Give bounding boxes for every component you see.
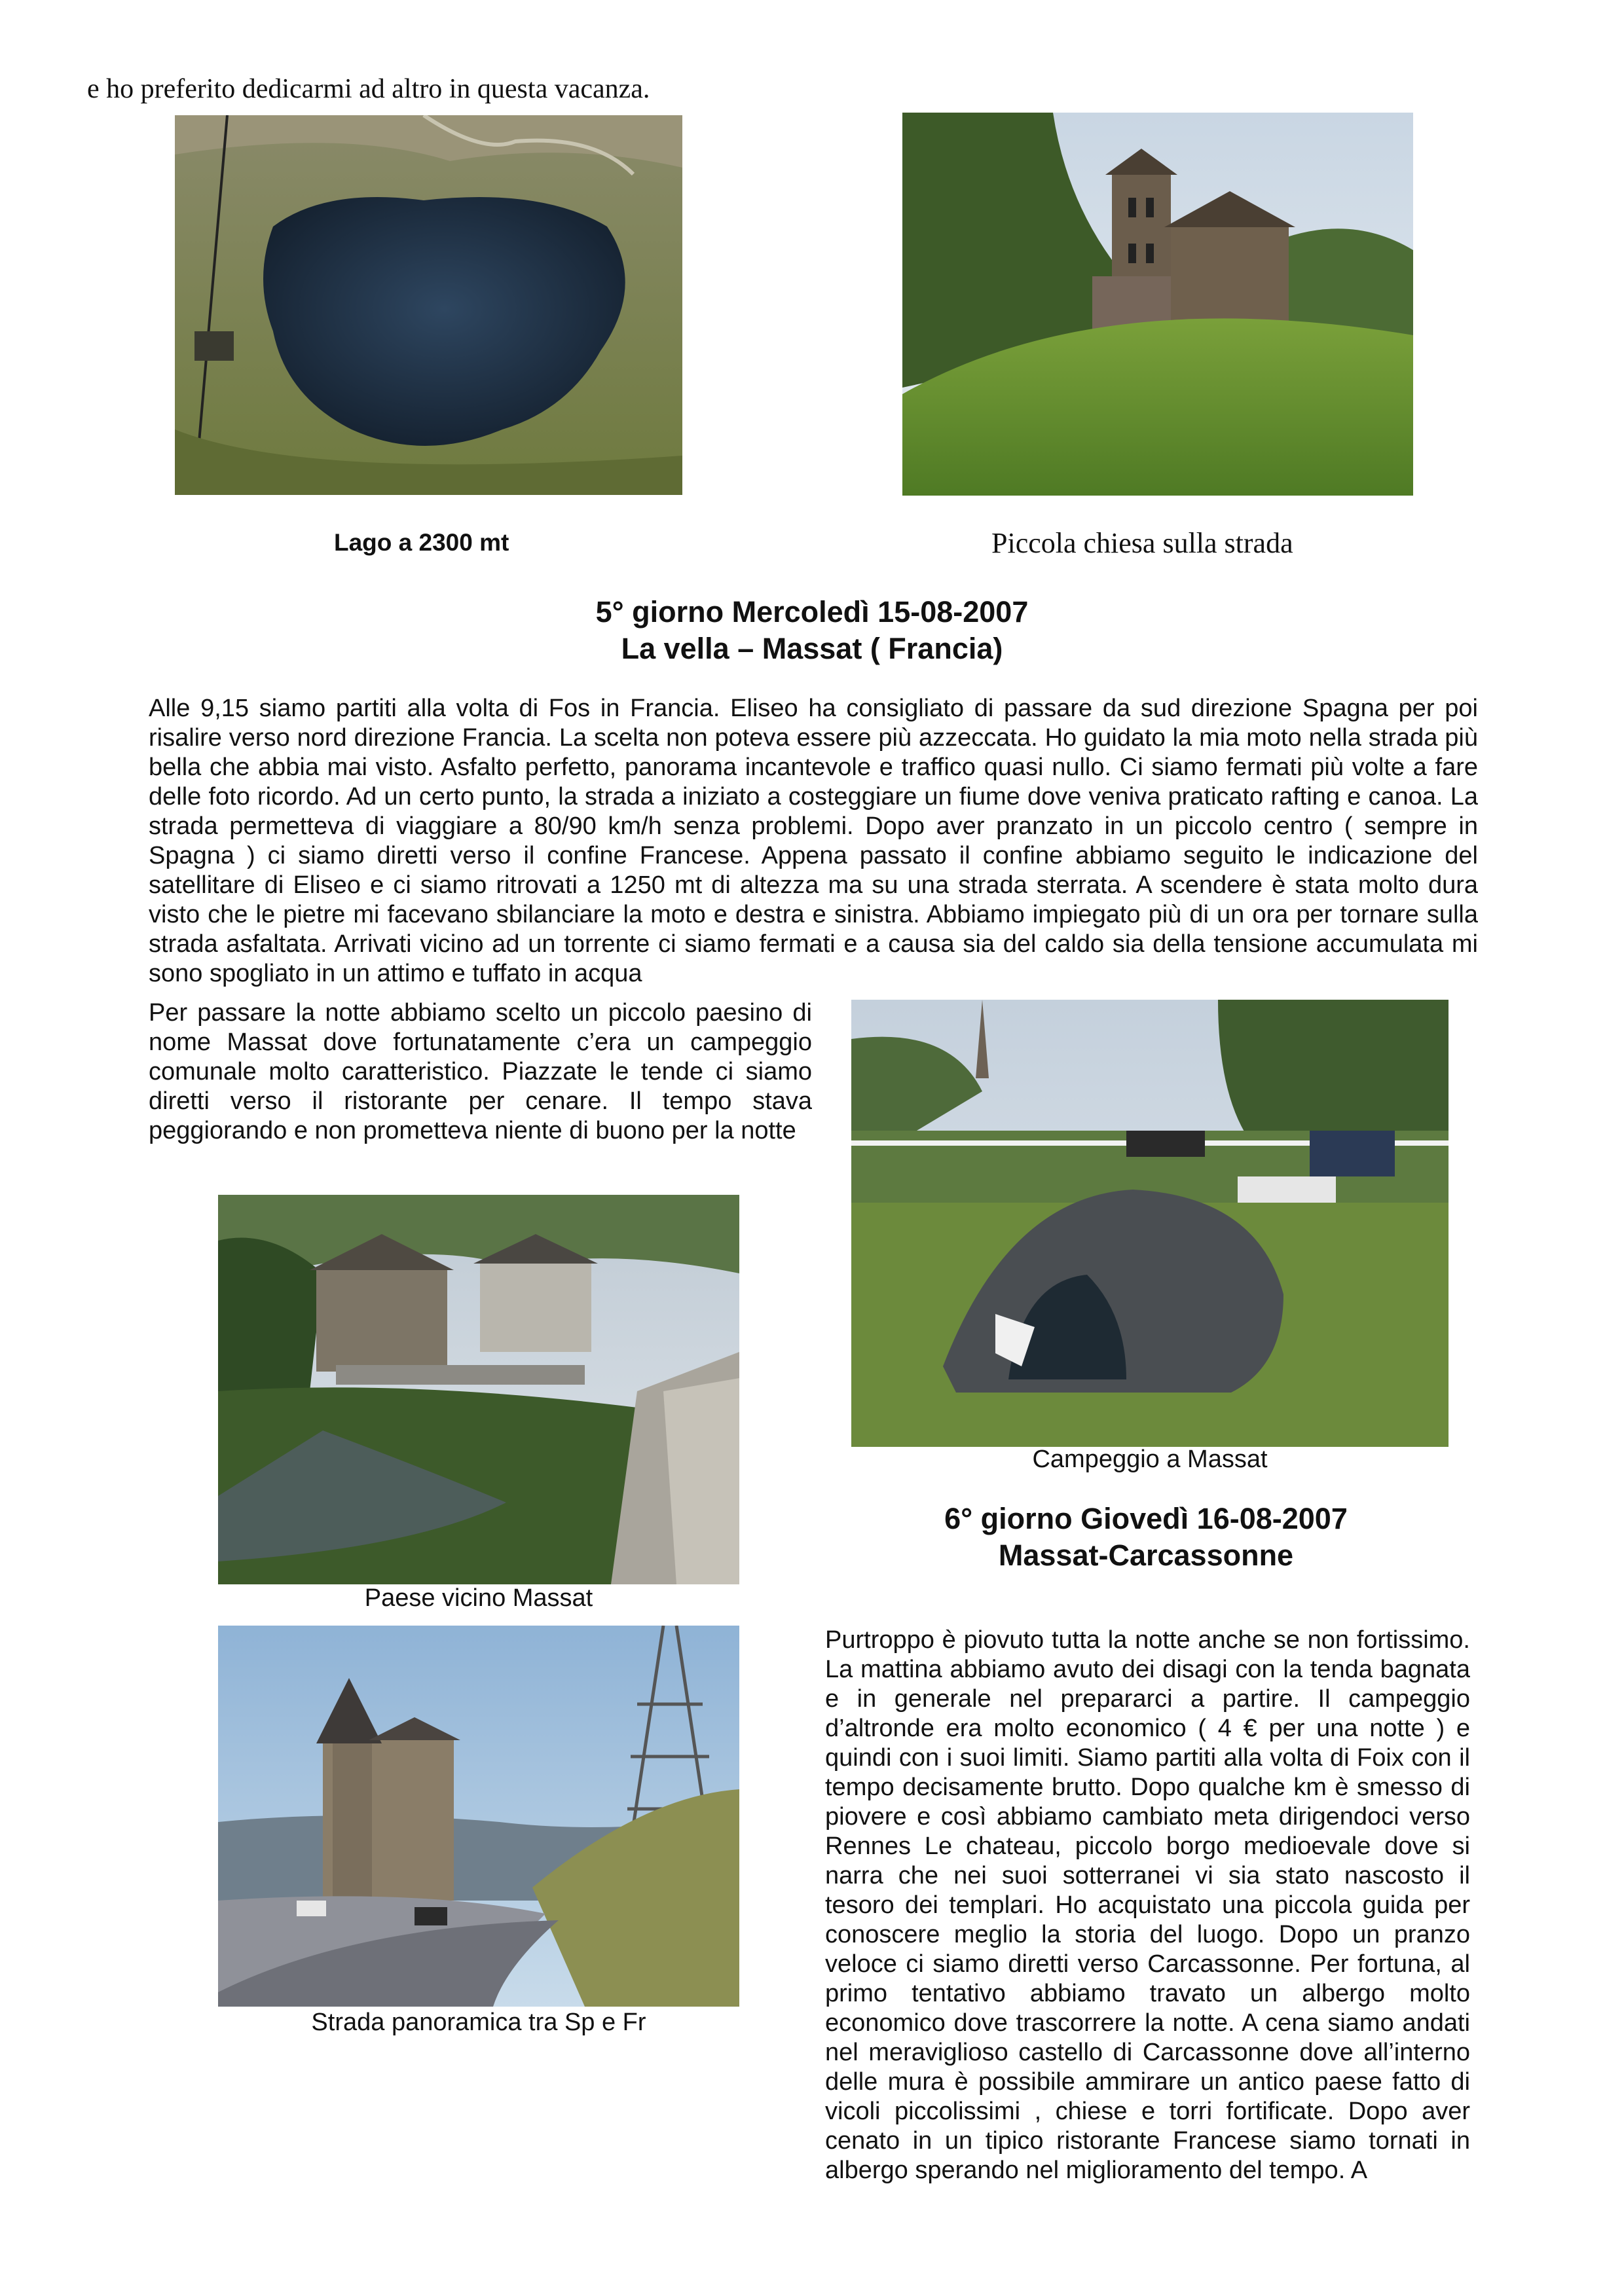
day6-title: 6° giorno Giovedì 16-08-2007 [944, 1502, 1348, 1535]
church-photo [902, 113, 1413, 496]
day5-paragraph-2: Per passare la notte abbiamo scelto un piccolo paesino di nome Massat dove fortunatamente c’era un campeggio comunale molto caratteristico. Piazzate le tende ci siamo diretti verso il ristorante per cenare. Il tempo stava peggiorando e non prometteva niente di buono per la notte [149, 999, 812, 1144]
church-caption: Piccola chiesa sulla strada [991, 527, 1293, 559]
intro-line: e ho preferito dedicarmi ad altro in questa vacanza. [87, 74, 650, 104]
road-caption: Strada panoramica tra Sp e Fr [311, 2009, 646, 2036]
village-caption: Paese vicino Massat [364, 1584, 593, 1612]
village-photo [218, 1195, 739, 1584]
campsite-caption: Campeggio a Massat [1032, 1446, 1268, 1473]
tent-photo [851, 1000, 1449, 1447]
day5-paragraph: Alle 9,15 siamo partiti alla volta di Fos in Francia. Eliseo ha consigliato di passare da sud direzione Spagna per poi risalire verso nord direzione Francia. La scelta non poteva essere più azzeccata. Ho guidato la mia moto nella strada più bella che abbia mai visto. Asfalto perfetto, panorama incantevole e traffico quasi nullo. Ci siamo fermati più volte a fare delle foto ricordo. Ad un certo punto, la strada a iniziato a costeggiare un fiume dove veniva praticato rafting e canoa. La strada permetteva di viaggiare a 80/90 km/h senza problemi. Dopo aver pranzato in un piccolo centro ( sempre in Spagna ) ci siamo diretti verso il confine Francese. Appena passato il confine abbiamo seguito le indicazione del satellitare di Eliseo e ci siamo ritrovati a 1250 mt di altezza ma su una strada sterrata. A scendere è stata molto dura visto che le pietre mi facevano sbilanciare la moto e destra e sinistra. Abbiamo impiegato più di un ora per tornare sulla strada asfaltata. Arrivati vicino ad un torrente ci siamo fermati e a causa sia del caldo sia della tensione accumulata mi sono spogliato in un attimo e tuffato in acqua [149, 695, 1478, 987]
day6-subtitle: Massat-Carcassonne [998, 1539, 1294, 1572]
lake-photo [175, 115, 682, 495]
day5-title: 5° giorno Mercoledì 15-08-2007 [595, 595, 1029, 629]
day6-paragraph: Purtroppo è piovuto tutta la notte anche se non fortissimo. La mattina abbiamo avuto dei disagi con la tenda bagnata e in generale nel prepararci a partire. Il campeggio d’altronde era molto economico ( 4 € per una notte ) e quindi con i suoi limiti. Siamo partiti alla volta di Foix con il tempo decisamente brutto. Dopo qualche km è smesso di piovere e così abbiamo cambiato meta dirigendoci verso Rennes Le chateau, piccolo borgo medioevale dove si narra che nei suoi sotterranei vi sia stato nascosto il tesoro dei templari. Ho acquistato una piccola guida per conoscere meglio la storia del luogo. Dopo un pranzo veloce ci siamo diretti verso Carcassonne. Per fortuna, al primo tentativo abbiamo travato un albergo molto economico dove trascorrere la notte. A cena siamo andati nel meraviglioso castello di Carcassonne dove all’interno delle mura è possibile ammirare un antico paese fatto di vicoli piccolissimi , chiese e torri fortificate. Dopo aver cenato in un tipico ristorante Francese siamo tornati in albergo sperando nel miglioramento del tempo. A [825, 1626, 1470, 2184]
road-photo [218, 1626, 739, 2007]
lake-caption: Lago a 2300 mt [334, 529, 509, 556]
day5-subtitle: La vella – Massat ( Francia) [621, 632, 1003, 665]
